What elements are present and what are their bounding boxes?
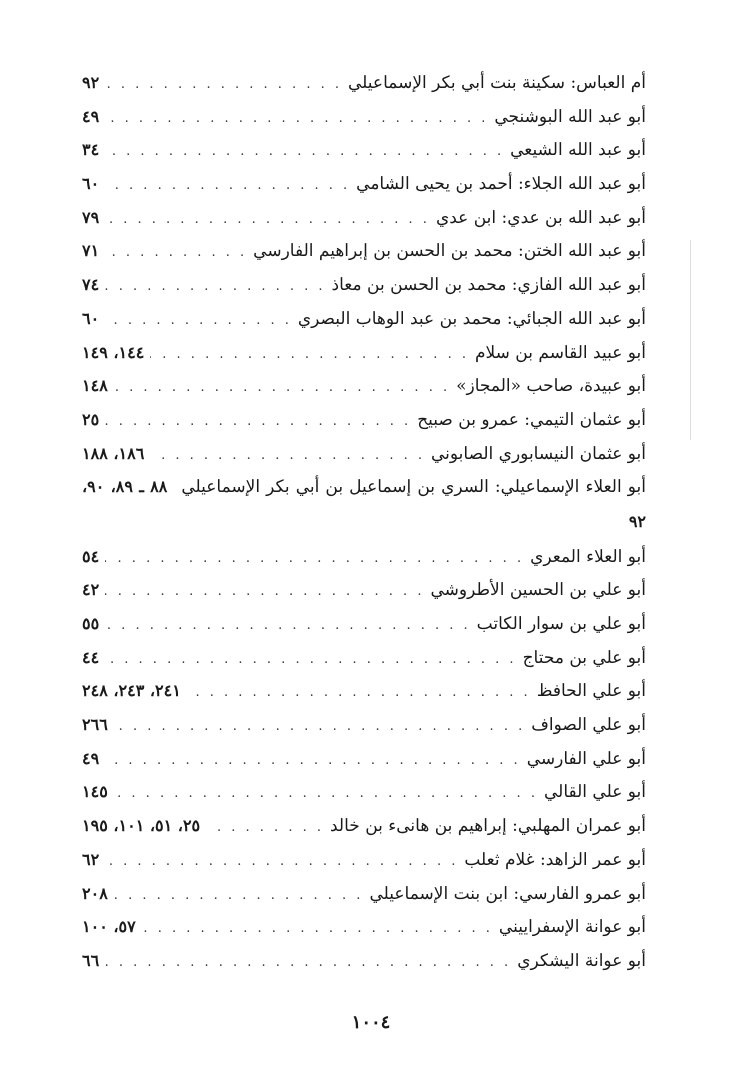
index-entry — [82, 540, 646, 574]
entry-pages: ٦٢ — [82, 849, 100, 869]
leader-dots — [105, 236, 247, 270]
leader-dots — [114, 879, 364, 913]
leader-dots — [187, 676, 531, 710]
index-entry — [82, 843, 646, 877]
entry-name: أبو عبد الله الجبائي: محمد بن عبد الوهاب البصري — [297, 308, 646, 329]
leader-dots — [150, 439, 425, 473]
name-index-list — [82, 66, 646, 978]
entry-pages: ٩٢ — [82, 73, 100, 92]
index-entry — [82, 133, 646, 167]
entry-pages: ٢٦٦ — [82, 715, 108, 735]
leader-dots — [150, 338, 469, 372]
entry-pages: ٢٥، ٥١، ١٠١، ١٩٥ — [82, 816, 201, 836]
entry-name: أبو علي بن الحسين الأطروشي — [430, 580, 646, 601]
entry-pages: ٤٢ — [82, 580, 100, 600]
index-entry — [82, 302, 646, 336]
entry-name: أبو عبد الله الختن: محمد بن الحسن بن إبراهيم الفارسي — [253, 241, 646, 262]
entry-pages: ٧٩ — [82, 207, 100, 227]
entry-name: أبو عبد الله الفازي: محمد بن الحسن بن معاذ — [331, 275, 646, 296]
index-entry — [82, 167, 646, 201]
leader-dots — [105, 135, 504, 169]
entry-pages: ٢٥ — [82, 409, 100, 429]
entry-pages: ٧١ — [82, 241, 100, 261]
index-entry — [82, 437, 646, 471]
entry-pages: ٤٩ — [82, 106, 100, 126]
index-entry — [82, 607, 646, 641]
entry-pages: ٥٥ — [82, 614, 100, 634]
leader-dots — [114, 371, 450, 405]
leader-dots — [105, 575, 424, 609]
entry-pages: ٨٨ ـ ٨٩، ٩٠، ٩٢ — [82, 477, 646, 531]
entry-pages: ٧٤ — [82, 275, 100, 295]
entry-pages: ٤٩ — [82, 748, 100, 768]
leader-dots — [105, 68, 342, 102]
index-entry — [82, 369, 646, 403]
entry-name: أبو عبيدة، صاحب «المجاز» — [456, 376, 646, 397]
entry-name: أبو عمر الزاهد: غلام ثعلب — [464, 849, 646, 870]
margin-rule — [690, 240, 691, 440]
index-entry — [82, 877, 646, 911]
entry-pages: ١٤٨ — [82, 376, 108, 396]
leader-dots — [105, 405, 411, 439]
entry-pages: ٥٧، ١٠٠ — [82, 917, 136, 937]
entry-name: أبو علي الصواف — [531, 715, 646, 736]
entry-name: أبو علي بن سوار الكاتب — [476, 614, 646, 635]
leader-dots — [105, 270, 325, 304]
leader-dots — [105, 643, 516, 677]
entry-name: أبو عثمان النيسابوري الصابوني — [431, 443, 646, 464]
index-entry — [82, 66, 646, 100]
leader-dots — [114, 777, 538, 811]
index-entry — [82, 910, 646, 944]
leader-dots — [105, 609, 470, 643]
index-entry — [82, 201, 646, 235]
entry-name: أبو العلاء الإسماعيلي: السري بن إسماعيل بن أبي بكر الإسماعيلي — [181, 477, 647, 498]
index-entry — [82, 742, 646, 776]
entry-pages: ١٤٥ — [82, 782, 108, 802]
entry-name: أبو عبيد القاسم بن سلام — [474, 342, 646, 363]
index-entry — [82, 268, 646, 302]
entry-name: أبو العلاء المعري — [530, 546, 646, 567]
entry-name: أبو عبد الله الجلاء: أحمد بن يحيى الشامي — [356, 174, 646, 195]
entry-pages: ١٤٤، ١٤٩ — [82, 342, 145, 362]
entry-name: أبو عوانة اليشكري — [517, 950, 646, 971]
leader-dots — [105, 102, 488, 136]
entry-name: أبو عبد الله بن عدي: ابن عدي — [435, 207, 646, 228]
entry-name: أبو علي الفارسي — [526, 748, 646, 769]
entry-pages: ٢٠٨ — [82, 883, 108, 903]
index-entry — [82, 809, 646, 843]
leader-dots — [105, 304, 292, 338]
index-entry — [82, 403, 646, 437]
entry-name: أبو عثمان التيمي: عمرو بن صبيح — [417, 409, 646, 430]
entry-pages: ٥٤ — [82, 546, 100, 566]
leader-dots — [114, 710, 525, 744]
entry-name: أبو عبد الله البوشنجي — [494, 106, 646, 127]
entry-name: أبو علي القالي — [543, 782, 646, 803]
page-number: ١٠٠٤ — [351, 1012, 391, 1033]
entry-pages: ٢٤١، ٢٤٣، ٢٤٨ — [82, 681, 181, 701]
index-entry — [82, 573, 646, 607]
entry-pages: ٦٠ — [82, 174, 100, 194]
entry-name: أبو علي الحافظ — [536, 681, 646, 702]
leader-dots — [105, 169, 350, 203]
index-entry — [82, 775, 646, 809]
index-entry — [82, 641, 646, 675]
index-entry — [82, 100, 646, 134]
entry-name: أبو عبد الله الشيعي — [510, 140, 646, 161]
leader-dots — [105, 845, 458, 879]
leader-dots — [105, 744, 521, 778]
entry-name: أبو علي بن محتاج — [522, 647, 646, 668]
index-entry — [82, 944, 646, 978]
leader-dots — [105, 542, 524, 576]
entry-pages: ٤٤ — [82, 647, 100, 667]
leader-dots — [105, 946, 511, 980]
leader-dots — [206, 811, 324, 845]
entry-name: أبو عوانة الإسفراييني — [498, 917, 646, 938]
leader-dots — [105, 203, 430, 237]
index-entry — [82, 674, 646, 708]
entry-pages: ٦٠ — [82, 308, 100, 328]
index-entry — [82, 336, 646, 370]
entry-name: أبو عمرو الفارسي: ابن بنت الإسماعيلي — [369, 883, 646, 904]
leader-dots — [142, 912, 493, 946]
index-entry — [82, 234, 646, 268]
entry-name: أبو عمران المهلبي: إبراهيم بن هانىء بن خالد — [330, 816, 646, 837]
entry-pages: ١٨٦، ١٨٨ — [82, 443, 145, 463]
entry-pages: ٣٤ — [82, 140, 100, 160]
entry-name: أم العباس: سكينة بنت أبي بكر الإسماعيلي — [348, 73, 646, 93]
entry-pages: ٦٦ — [82, 950, 100, 970]
index-entry-multiline — [82, 470, 646, 539]
index-entry — [82, 708, 646, 742]
